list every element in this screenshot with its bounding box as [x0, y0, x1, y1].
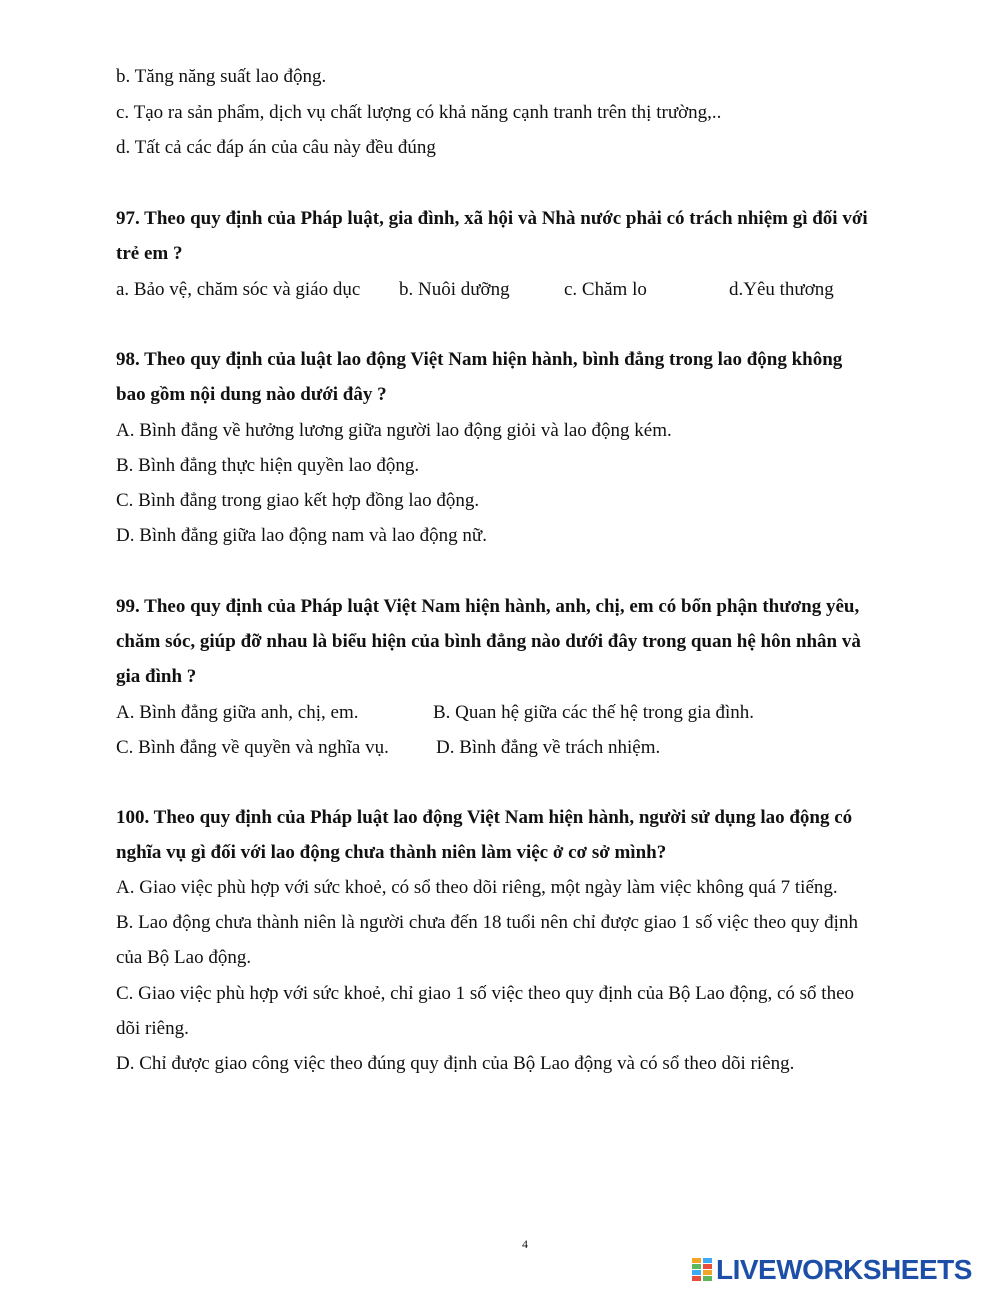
answer-line-d: d. Tất cả các đáp án của câu này đều đúng	[116, 137, 436, 158]
question-99-text-cont: chăm sóc, giúp đỡ nhau là biểu hiện của bình đẳng nào dưới đây trong quan hệ hôn nhân và	[116, 631, 861, 652]
question-100-text-cont: nghĩa vụ gì đối với lao động chưa thành niên làm việc ở cơ sở mình?	[116, 842, 667, 863]
q97-option-b: b. Nuôi dưỡng	[399, 279, 510, 300]
q98-option-c: C. Bình đẳng trong giao kết hợp đồng lao động.	[116, 490, 480, 511]
q97-option-a: a. Bảo vệ, chăm sóc và giáo dục	[116, 279, 361, 300]
q97-option-c: c. Chăm lo	[564, 279, 647, 300]
q100-option-b-cont: của Bộ Lao động.	[116, 947, 252, 968]
q98-option-d: D. Bình đẳng giữa lao động nam và lao động nữ.	[116, 525, 487, 546]
q100-option-d: D. Chỉ được giao công việc theo đúng quy định của Bộ Lao động và có sổ theo dõi riêng.	[116, 1053, 795, 1074]
liveworksheets-brand-text: LIVEWORKSHEETS	[716, 1254, 972, 1285]
answer-line-b: b. Tăng năng suất lao động.	[116, 66, 327, 87]
q100-option-a: A. Giao việc phù hợp với sức khoẻ, có sổ theo dõi riêng, một ngày làm việc không quá 7 tiếng.	[116, 877, 838, 898]
question-98-text: 98. Theo quy định của luật lao động Việt Nam hiện hành, bình đẳng trong lao động không	[116, 349, 843, 370]
q97-option-d: d.Yêu thương	[729, 279, 834, 300]
q100-option-c-cont: dõi riêng.	[116, 1018, 189, 1039]
liveworksheets-logo-icon	[692, 1258, 712, 1282]
page-number: 4	[522, 1237, 528, 1251]
q98-option-a: A. Bình đẳng về hưởng lương giữa người lao động giỏi và lao động kém.	[116, 420, 672, 441]
q100-option-b: B. Lao động chưa thành niên là người chưa đến 18 tuổi nên chỉ được giao 1 số việc theo quy định	[116, 912, 858, 933]
q99-option-d: D. Bình đẳng về trách nhiệm.	[436, 737, 661, 758]
answer-line-c: c. Tạo ra sản phẩm, dịch vụ chất lượng có khả năng cạnh tranh trên thị trường,..	[116, 102, 722, 123]
q100-option-c: C. Giao việc phù hợp với sức khoẻ, chỉ giao 1 số việc theo quy định của Bộ Lao động, có sổ theo	[116, 983, 855, 1004]
q98-option-b: B. Bình đẳng thực hiện quyền lao động.	[116, 455, 420, 476]
q99-option-b: B. Quan hệ giữa các thế hệ trong gia đình.	[433, 702, 755, 723]
liveworksheets-branding	[692, 1254, 972, 1286]
question-98-text-cont: bao gồm nội dung nào dưới đây ?	[116, 384, 387, 405]
question-100-text: 100. Theo quy định của Pháp luật lao động Việt Nam hiện hành, người sử dụng lao động có	[116, 807, 853, 828]
question-99-text-end: gia đình ?	[116, 666, 197, 687]
question-97-text-cont: trẻ em ?	[116, 243, 183, 264]
q99-option-c: C. Bình đẳng về quyền và nghĩa vụ.	[116, 737, 389, 758]
question-97-text: 97. Theo quy định của Pháp luật, gia đình, xã hội và Nhà nước phải có trách nhiệm gì đối với	[116, 208, 868, 229]
question-99-text: 99. Theo quy định của Pháp luật Việt Nam hiện hành, anh, chị, em có bổn phận thương yêu,	[116, 596, 860, 617]
q99-option-a: A. Bình đẳng giữa anh, chị, em.	[116, 702, 359, 723]
